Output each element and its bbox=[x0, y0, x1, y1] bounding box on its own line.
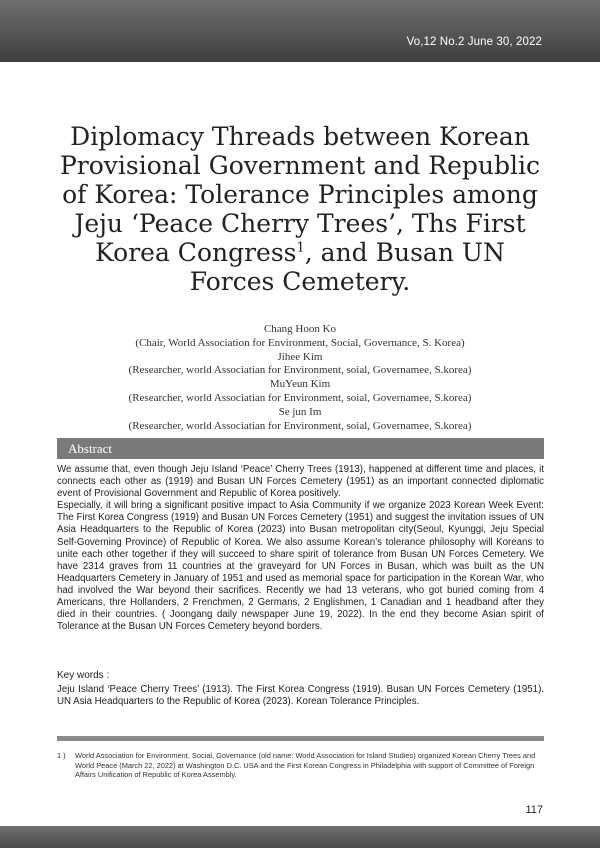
keywords-text: Jeju Island ‘Peace Cherry Trees’ (1913). The First Korea Congress (1919). Busan UN Forces Cemetery (1951). UN Asia Headquarters to the Republic of Korea (2023). Korean Tolerance Principles. bbox=[57, 684, 544, 708]
footnote bbox=[57, 751, 544, 780]
footnote-mark: 1 ) bbox=[57, 751, 66, 760]
footnote-text: World Association for Environment, Social, Governance (old name: World Association for Island Studies) organized Korean Cherry Trees and World Peace (March 22, 2022) at Washington D.C. USA and the First Korean Congress in Philadelphia with support of Committee of Foreign Affairs Unification of Republic of Korea Assembly. bbox=[75, 751, 536, 780]
author-name: Chang Hoon Ko bbox=[263, 323, 337, 335]
issue-info: Vo,12 No.2 June 30, 2022 bbox=[406, 36, 542, 48]
page-number: 117 bbox=[525, 804, 543, 816]
author-name: Se jun Im bbox=[278, 405, 322, 418]
header-band bbox=[0, 0, 600, 62]
abstract-paragraph: We assume that, even though Jeju Island ‘Peace’ Cherry Trees (1913), happened at different time and places, it connects each other as (1919) and Busan UN Forces Cemetery (1951) as an important connected diplomatic event of Provisional Government and Republic of Korea positively. bbox=[57, 464, 544, 500]
author-list bbox=[52, 323, 548, 433]
abstract-paragraph: Especially, it will bring a significant positive impact to Asia Community if we organize 2023 Korean Week Event: The First Korea Congress (1919) and Busan UN Forces Cemetery (1951) and suggest the invitation issues of UN Asia Headquarters to the Republic of Korea (2023) into Busan metropolitan city(Seoul, Kyunggi, Jeju Special Self-Governing Province) of Republic of Korea. We also assume Korean’s tolerance philosophy will Koreans to unite each other together if they will succeed to share spirit of tolerance from Busan UN Forces Cemetery. We have 2314 graves from 11 countries at the graveyard for UN Forces in Busan, which was built as the UN Headquarters Cemetery in January of 1951 and used as memorial space for participation in the Korean War, who had involved the War beyond their sacrifices. Recently we had 13 veterans, who got buried coming from 4 Americans, thre Hollanders, 2 Frenchmen, 2 Germans, 2 Englishmen, 1 Canadian and 1 headband after they died in their countries. ( Joongang daily newspaper June 19, 2022). In the end they become Asian spirit of Tolerance at the Busan UN Forces Cemetery beyond borders. bbox=[57, 500, 544, 633]
footnote-divider bbox=[57, 736, 544, 741]
author-affiliation: (Researcher, world Associatian for Environment, soial, Governamee, S.korea) bbox=[128, 391, 472, 404]
author-name: MuYeun Kim bbox=[269, 378, 331, 391]
author-affiliation: (Researcher, world Associatian for Environment, soial, Governamee, S.korea) bbox=[128, 364, 472, 377]
footer-band bbox=[0, 826, 600, 848]
abstract-heading-bar bbox=[57, 438, 544, 459]
author-affiliation: (Chair, World Association for Environment, Social, Governance, S. Korea) bbox=[135, 336, 465, 349]
title-text-end: , and Busan UN Forces Cemetery. bbox=[189, 238, 505, 296]
abstract-heading: Abstract bbox=[68, 441, 113, 456]
author-name: Jihee Kim bbox=[277, 350, 323, 363]
footnote-ref[interactable]: 1 bbox=[296, 240, 305, 256]
keywords-label: Key words : bbox=[57, 670, 110, 681]
author-affiliation: (Researcher, world Associatian for Environment, soial, Governamee, S.korea) bbox=[128, 419, 472, 432]
abstract-body bbox=[57, 464, 544, 633]
title-text: Diplomacy Threads between Korean Provisional Government and Republic of Korea: Tolerance Principles among Jeju ‘Peace Cherry Trees’, Ths First Korea Congress bbox=[59, 122, 541, 267]
paper-title bbox=[52, 122, 548, 296]
